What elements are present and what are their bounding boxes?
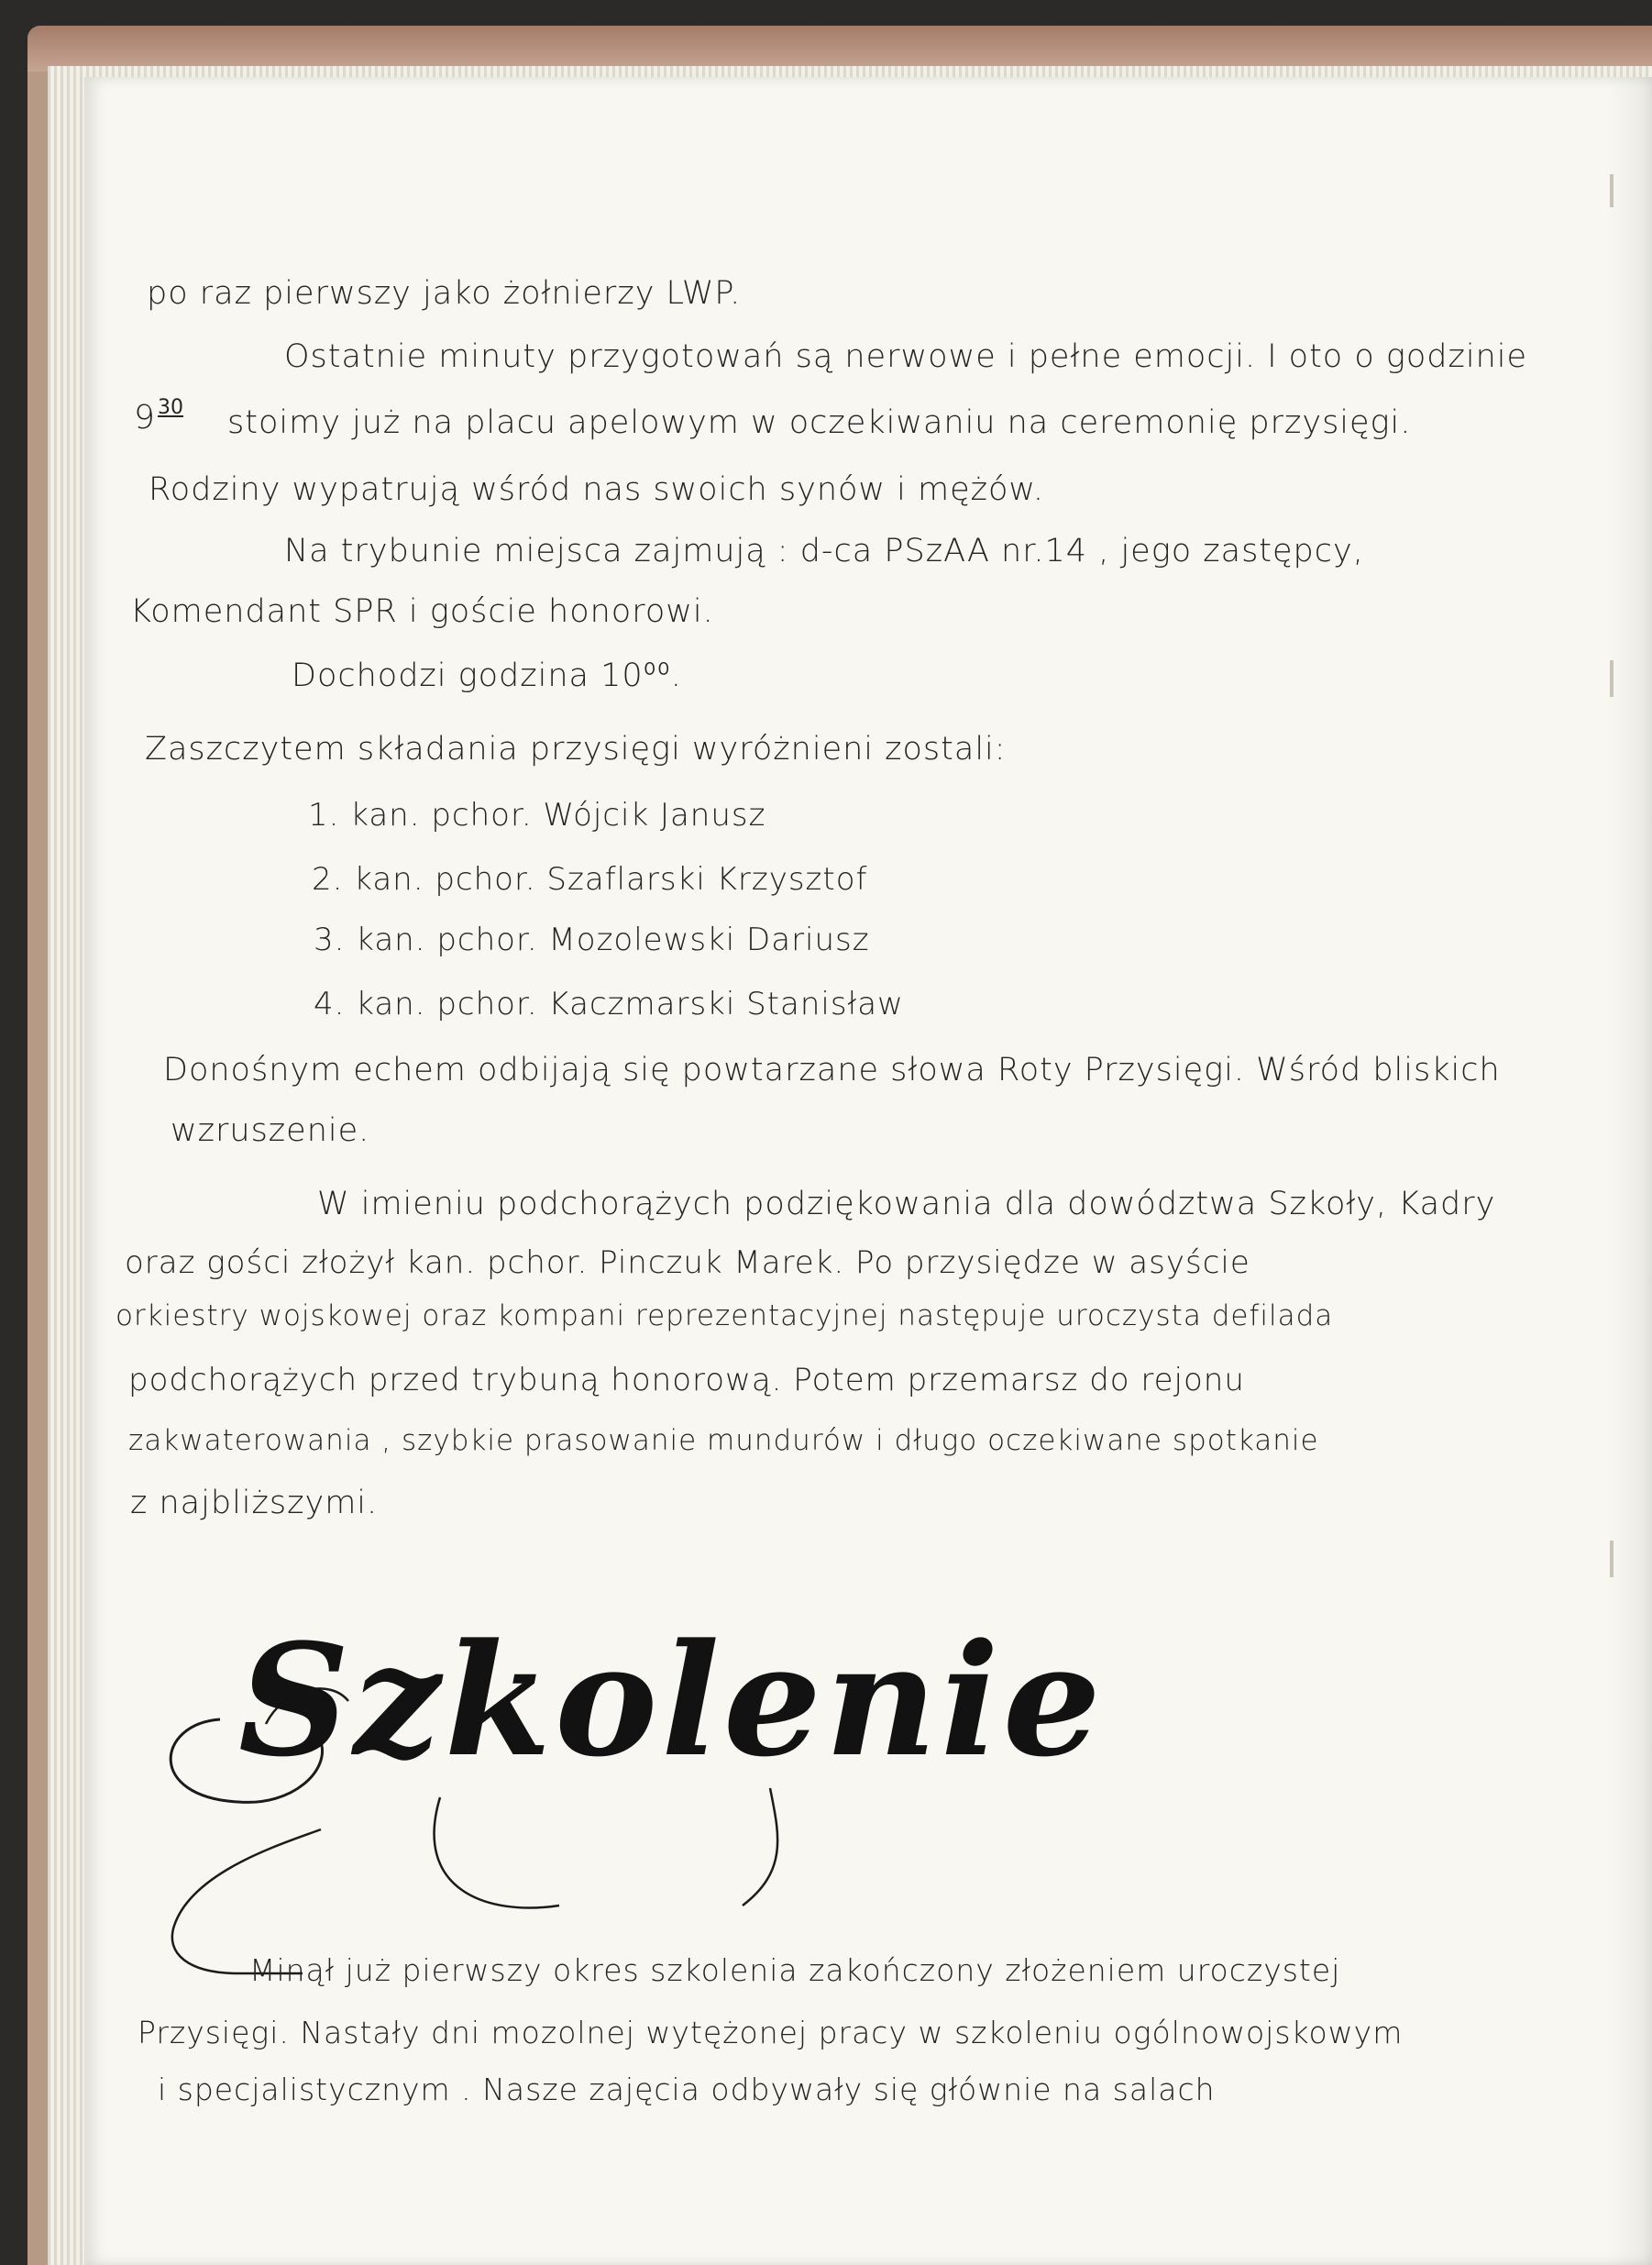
text-line: W imieniu podchorążych podziękowania dla dowództwa Szkoły, Kadry: [317, 1186, 1496, 1222]
album-cover-edge: [28, 26, 1652, 72]
page-edge-tab: [1610, 660, 1613, 697]
text-line: wzruszenie.: [171, 1112, 370, 1149]
text-line: Rodziny wypatrują wśród nas swoich synów i mężów.: [149, 471, 1044, 508]
page-edge-tab: [1610, 1541, 1613, 1577]
text-line: podchorążych przed trybuną honorową. Potem przemarsz do rejonu: [128, 1362, 1245, 1398]
section-text-line: Przysięgi. Nastały dni mozolnej wytężonej pracy w szkoleniu ogólnowojskowym: [138, 2015, 1404, 2050]
text-line: Donośnym echem odbijają się powtarzane słowa Roty Przysięgi. Wśród bliskich: [163, 1052, 1501, 1088]
honoree-item: 2. kan. pchor. Szaflarski Krzysztof: [312, 861, 868, 898]
text-line: Zaszczytem składania przysięgi wyróżnieni zostali:: [145, 731, 1007, 768]
text-line: Dochodzi godzina 10⁰⁰.: [292, 657, 682, 694]
honoree-item: 3. kan. pchor. Mozolewski Dariusz: [314, 922, 870, 958]
text-line: Na trybunie miejsca zajmują : d-ca PSzAA nr.14 , jego zastępcy,: [284, 533, 1364, 569]
text-line: z najbliższymi.: [130, 1485, 379, 1521]
section-text-line: Minął już pierwszy okres szkolenia zakończony złożeniem uroczystej: [249, 1952, 1341, 1988]
text-line: stoimy już na placu apelowym w oczekiwaniu na ceremonię przysięgi.: [227, 404, 1412, 441]
text-line: Ostatnie minuty przygotowań są nerwowe i pełne emocji. I oto o godzinie: [284, 338, 1528, 375]
text-line: orkiestry wojskowej oraz kompani reprezentacyjnej następuje uroczysta defilada: [116, 1299, 1334, 1332]
section-text-line: i specjalistycznym . Nasze zajęcia odbywały się głównie na salach: [158, 2072, 1216, 2107]
text-line: Komendant SPR i goście honorowi.: [130, 593, 714, 630]
text-line: po raz pierwszy jako żołnierzy LWP.: [147, 275, 742, 312]
page-gutter-shadow: [1608, 77, 1652, 2265]
time-minutes: 30: [158, 396, 183, 419]
text-line: oraz gości złożył kan. pchor. Pinczuk Marek. Po przysiędze w asyście: [125, 1244, 1250, 1281]
honoree-item: 1. kan. pchor. Wójcik Janusz: [308, 797, 766, 834]
time-hour: 9: [134, 399, 156, 436]
section-title: Szkolenie: [238, 1609, 1105, 1791]
text-line: zakwaterowania , szybkie prasowanie mundurów i długo oczekiwane spotkanie: [128, 1424, 1319, 1457]
honoree-item: 4. kan. pchor. Kaczmarski Stanisław: [314, 986, 904, 1022]
page-edge-tab: [1610, 174, 1613, 207]
